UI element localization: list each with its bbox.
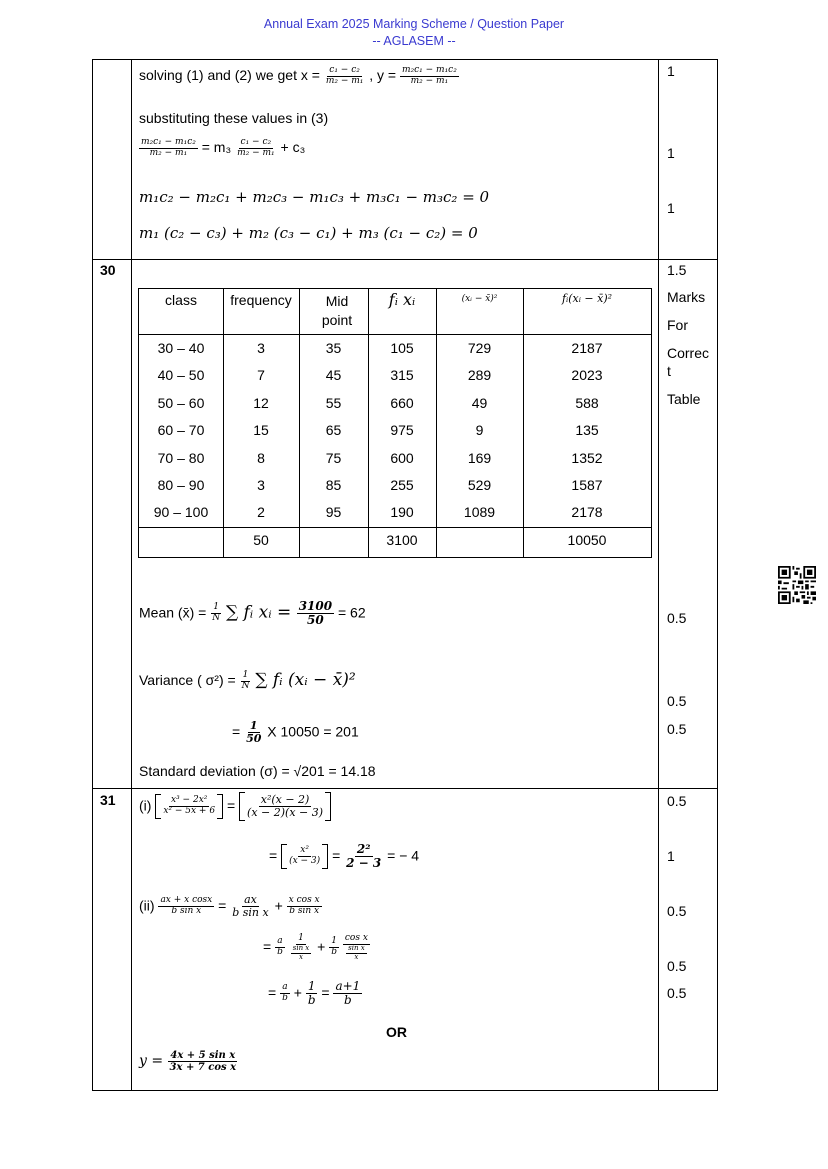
q29-substitution-equation: $\frac{\text{m₂c₁ − m₁c₂}}{\text{m₂ − m₁}}$ = m₃ $\frac{\text{c₁ − c₂}}{\text{m₂ − m₁}}$ + c₃ — [141, 137, 306, 158]
q31-part-ii-step3: = $\frac{a}{b}$ + $\frac{1}{b}$ = $\frac{a+1}{b}$ — [268, 979, 361, 1008]
table-cell: 135 — [575, 422, 599, 439]
q29-substituting: substituting these values in (3) — [139, 110, 329, 126]
q30-table-mark-label: For — [667, 317, 688, 333]
table-cell: 169 — [467, 449, 492, 466]
table-cell: 729 — [467, 340, 492, 356]
question-number-31: 31 — [100, 792, 116, 808]
header-subtitle: -- AGLASEM -- — [372, 34, 456, 48]
table-header: frequency — [230, 292, 292, 308]
table-header: fᵢ(xᵢ − x̄)² — [561, 292, 613, 305]
q31-part-i-step1: (i) $\frac{\text{x³ − 2x²}}{\text{x² − 5x + 6}}$ = $\frac{\text{x²(x − 2)}}{(x - 2)(x - 3)}$ — [139, 792, 331, 821]
q30-table-mark: 1.5 — [667, 262, 687, 278]
table-cell: 289 — [467, 367, 492, 384]
table-cell: 660 — [390, 394, 414, 411]
table-cell: 12 — [253, 394, 269, 411]
q31-or-label: OR — [386, 1024, 407, 1040]
table-cell: 95 — [325, 504, 342, 521]
table-cell: 7 — [257, 367, 265, 384]
table-cell: 30 – 40 — [157, 340, 205, 356]
table-cell: 90 – 100 — [153, 504, 209, 521]
table-cell: 3 — [257, 477, 265, 493]
table-cell: 80 – 90 — [157, 477, 205, 493]
table-cell: 55 — [325, 394, 342, 411]
table-header: class — [165, 292, 197, 308]
q30-variance-formula: Variance ( σ²) = $\frac{1}{N}$ ∑ fᵢ (xᵢ − x̄)² — [139, 669, 356, 691]
table-cell: 65 — [325, 422, 342, 439]
table-cell: 3 — [257, 340, 265, 356]
q30-variance-step: = $\frac{1}{50}$ X 10050 = 201 — [232, 719, 359, 746]
q30-mean-mark: 0.5 — [667, 610, 687, 626]
table-cell: 1587 — [571, 477, 603, 493]
table-cell: 35 — [325, 340, 342, 356]
q31-part-ii-step1: (ii) $\frac{\text{ax + x cosx}}{\text{b sin x}}$ = $\frac{ax}{\text{b sin x}}$ + $\frac{\text{x cos x}}{\text{b sin x}}$ — [139, 893, 320, 920]
table-cell: 49 — [471, 394, 488, 411]
table-cell: 70 – 80 — [157, 449, 205, 466]
table-header: (xᵢ − x̄)² — [461, 294, 498, 304]
table-cell: 975 — [390, 422, 414, 439]
frequency-table — [138, 288, 652, 558]
answer-table — [92, 59, 718, 1091]
table-cell: 40 – 50 — [157, 367, 205, 384]
q31-part-i-step2: = $\frac{\text{x²}}{(x - 3)}$ = $\frac{\text{2²}}{2 - 3}$ = − 4 — [269, 842, 420, 871]
q30-table-mark-label: Table — [667, 391, 701, 407]
q29-factored-equation: m₁ (c₂ − c₃) + m₂ (c₃ − c₁) + m₃ (c₁ − c₂) = 0 — [139, 224, 478, 242]
table-total-cell: 10050 — [567, 532, 607, 548]
table-cell: 1089 — [463, 504, 496, 521]
q30-mean-formula: Mean (x̄) = $\frac{1}{N}$ ∑ fᵢ xᵢ = $\frac{3100}{50}$ = 62 — [139, 599, 366, 628]
table-cell: 2178 — [571, 504, 603, 521]
table-header: Mid point — [321, 293, 353, 328]
q30-standard-deviation: Standard deviation (σ) = √201 = 14.18 — [139, 763, 376, 779]
table-cell: 529 — [467, 477, 492, 493]
table-cell: 588 — [575, 394, 599, 411]
q31-mark-3: 0.5 — [667, 903, 687, 919]
table-cell: 85 — [325, 477, 342, 493]
q30-table-mark-label: Marks — [667, 289, 706, 305]
table-cell: 255 — [390, 477, 414, 493]
table-cell: 2187 — [571, 340, 603, 356]
table-cell: 8 — [257, 449, 265, 466]
q30-table-mark-label: t — [667, 363, 671, 379]
q31-mark-5: 0.5 — [667, 985, 687, 1001]
table-cell: 105 — [390, 340, 414, 356]
table-header: fᵢ xᵢ — [388, 290, 416, 309]
q30-table-mark-label: Correc — [667, 345, 710, 361]
q31-part-ii-step2: = $\frac{a}{b}$ $\frac{1}{\frac{\text{sin x}}{x}}$ + $\frac{1}{b}$ $\frac{\text{cos x}}{\frac{\text{sin x}}{x}}$ — [263, 933, 368, 961]
table-cell: 75 — [325, 449, 342, 466]
table-cell: 50 – 60 — [157, 394, 205, 411]
q31-mark-2: 1 — [667, 848, 675, 864]
table-cell: 600 — [390, 449, 414, 466]
header-title: Annual Exam 2025 Marking Scheme / Question Paper — [263, 17, 565, 31]
q29-expanded-equation: m₁c₂ − m₂c₁ + m₂c₃ − m₁c₃ + m₃c₁ − m₃c₂ = 0 — [139, 188, 490, 206]
q31-mark-1: 0.5 — [667, 793, 687, 809]
q30-variance-mark: 0.5 — [667, 693, 687, 709]
q29-solving-line: solving (1) and (2) we get x = $\frac{\text{c₁ − c₂}}{\text{m₂ − m₁}}$ , y = $\frac{\text{m₂c₁ − m₁c₂}}{\text{m₂ − m₁}}$ — [139, 65, 457, 86]
q31-alternative-function: y = $\frac{\text{4x + 5 sin x}}{\text{3x + 7 cos x}}$ — [139, 1050, 237, 1073]
q30-variance-step-mark: 0.5 — [667, 721, 687, 737]
table-cell: 60 – 70 — [157, 422, 205, 439]
table-cell: 2023 — [571, 367, 603, 384]
qr-code-icon — [778, 566, 816, 604]
table-cell: 9 — [475, 422, 484, 439]
table-cell: 190 — [390, 504, 414, 521]
table-cell: 15 — [253, 422, 269, 439]
q29-mark-3: 1 — [667, 200, 675, 216]
q29-mark-2: 1 — [667, 145, 675, 161]
table-total-cell: 3100 — [386, 532, 418, 548]
q29-mark-1: 1 — [667, 63, 675, 79]
table-cell: 1352 — [571, 449, 603, 466]
q31-mark-4: 0.5 — [667, 958, 687, 974]
question-number-30: 30 — [100, 262, 116, 278]
table-total-cell: 50 — [253, 532, 269, 548]
table-cell: 315 — [390, 367, 414, 384]
table-cell: 45 — [325, 367, 342, 384]
table-cell: 2 — [257, 504, 265, 521]
